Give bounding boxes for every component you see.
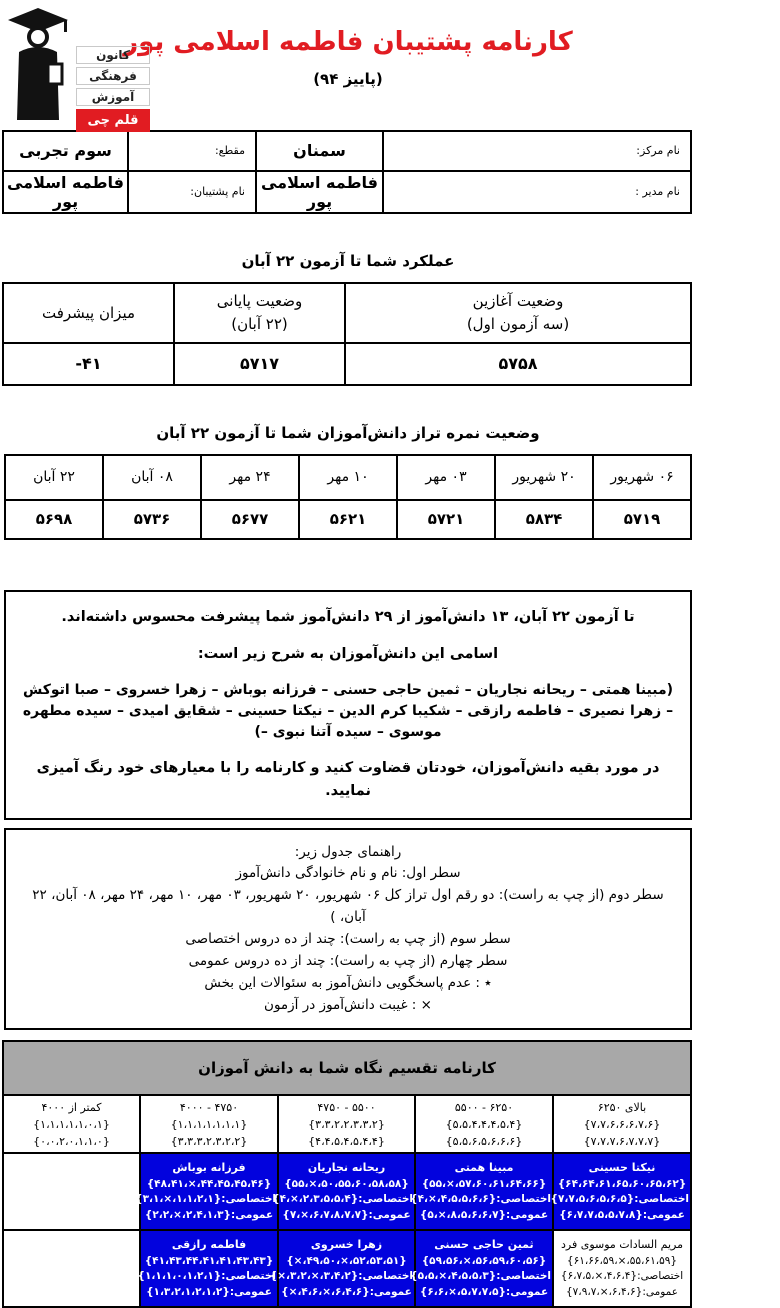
student-cell [272,1153,415,1230]
empty-cell [3,1153,140,1230]
student-specialized: اختصاصی:{۴،×،۴،۵،۵،۶،۶} [410,1193,551,1206]
logo-badge-ghalamchi: قلم چی [76,109,150,132]
taraz-section-title: وضعیت نمره تراز دانش‌آموزان شما تا آزمون ۲۲ آبان [156,423,540,442]
final-status-header: وضعیت پایانی (۲۲ آبان) [174,283,345,343]
logo-word-amoozesh: آموزش [76,88,150,106]
student-name: فاطمه رازقی [171,1238,247,1252]
performance-table [2,282,692,386]
distribution-header-row [3,1095,691,1153]
logo-wordmark [76,6,150,132]
graduate-figure-icon [6,6,70,124]
guide-line: سطر سوم (از چپ به راست): چند از ده دروس اختصاصی [185,930,511,947]
student-name: ریحانه نجاریان [307,1161,386,1175]
progress-value: -۴۱ [75,354,102,374]
student-taraz: {۴۱،۴۳،۴۴،۴۱،۴۱،۴۳،۴۳} [144,1254,274,1267]
logo-word-farhangi: فرهنگی [76,67,150,85]
range-header-4000-4750: ۴۰۰۰ - ۴۷۵۰ {۱،۱،۱،۱،۱،۱،۱} {۳،۳،۳،۲،۳،۲،۲} [140,1095,278,1153]
guide-line: سطر چهارم (از چپ به راست): چند از ده دروس عمومی [188,952,508,969]
kanoon-logo [6,6,156,132]
student-general: عمومی:{۲،۲،×،۲،۴،۱،۳} [144,1208,274,1221]
guide-line: × : غیبت دانش‌آموز در آزمون [264,996,432,1013]
note-summary: تا آزمون ۲۲ آبان، ۱۳ دانش‌آموز از ۲۹ دانش‌آموز شما پیشرفت محسوس داشته‌اند. [61,608,635,625]
taraz-date: ۰۳ مهر [397,455,495,500]
range-header-4750-5500: ۴۷۵۰ - ۵۵۰۰ {۳،۳،۲،۲،۳،۳،۲} {۴،۴،۵،۴،۵،۴،۴} [278,1095,415,1153]
range-header-above-6250: بالای ۶۲۵۰ {۷،۷،۶،۶،۶،۷،۶} {۷،۷،۷،۶،۷،۷،۷} [553,1095,691,1153]
final-status-value: ۵۷۱۷ [174,343,345,385]
student-general: عمومی:{۶،۷،۷،۵،۵،۷،۸} [559,1208,685,1221]
taraz-date: ۲۲ آبان [5,455,103,500]
initial-status-value: ۵۷۵۸ [345,343,691,385]
student-specialized: اختصاصی:{۵،۵،×،۴،۵،۵،۳} [410,1270,551,1283]
grade-label: مقطع: [128,131,256,171]
empty-cell [3,1230,140,1307]
guide-line: سطر دوم (از چپ به راست): دو رقم اول تراز کل ۰۶ شهریور، ۲۰ شهریور، ۰۳ مهر، ۱۰ مهر، ۲۴ مهر، ۰۸ آبان، ۲۲ آبان، ) [32,887,664,926]
student-row-2 [3,1230,691,1307]
progress-note-box [4,590,692,820]
guide-line: راهنمای جدول زیر: [294,843,402,860]
taraz-date: ۰۶ شهریور [593,455,691,500]
center-name-value: سمنان [256,131,383,171]
taraz-value: ۵۷۳۶ [103,500,201,539]
student-cell [410,1230,553,1307]
taraz-date-row [5,455,691,500]
student-general: عمومی:{×،۴،۶،×،۶،۴،۶} [281,1285,412,1298]
table-guide-box [4,828,692,1031]
student-general: عمومی:{۵،×،۸،۵،۶،۶،۷} [419,1208,549,1221]
taraz-date: ۱۰ مهر [299,455,397,500]
student-taraz: {۵۵،×،۵۷،۶۰،۶۱،۶۴،۶۶} [421,1177,547,1190]
student-cell [135,1153,278,1230]
taraz-value: ۵۸۳۴ [495,500,593,539]
student-specialized: اختصاصی:{۱،۱،۱،۰،۱،۲،۱} [137,1270,276,1283]
student-general: عمومی:{۷،۹،۷،×،۶،۴،۶} [565,1285,679,1298]
taraz-value: ۵۶۷۷ [201,500,299,539]
student-specialized: اختصاصی:{۷،۷،۵،۶،۵،۶،۵} [550,1193,689,1206]
grade-value: سوم تجربی [3,131,128,171]
guide-line: سطر اول: نام و نام خانوادگی دانش‌آموز [235,865,461,882]
student-cell [269,1230,415,1307]
performance-header-row [3,283,691,343]
distribution-title-row [3,1041,691,1095]
student-row-1 [3,1153,691,1230]
performance-section-title: عملکرد شما تا آزمون ۲۲ آبان [241,251,455,270]
taraz-value: ۵۶۲۱ [299,500,397,539]
student-specialized: اختصاصی:{۴،×،۲،۳،۵،۵،۴} [272,1193,413,1206]
manager-name-value: فاطمه اسلامی پور [256,171,383,213]
student-name: زهرا خسروی [310,1238,383,1252]
student-taraz: {×،۴۹،۵۰،×،۵۲،۵۳،۵۱} [286,1254,407,1267]
taraz-value: ۵۷۲۱ [397,500,495,539]
mentor-name-label: نام پشتیبان: [128,171,256,213]
page-title: کارنامه پشتیبان فاطمه اسلامی پور [123,27,573,57]
performance-value-row [3,343,691,385]
note-intro: اسامی این دانش‌آموزان به شرح زیر است: [197,645,499,662]
distribution-table [2,1040,692,1308]
note-closing: در مورد بقیه دانش‌آموزان، خودتان قضاوت کنید و کارنامه را با معیارهای خود رنگ آمیزی نمایید. [36,760,660,800]
student-cell [550,1153,691,1230]
student-name: مبینا همتی [454,1161,514,1175]
page-content [4,0,692,1308]
progress-header: میزان پیشرفت [3,283,174,343]
manager-name-label: نام مدیر : [383,171,691,213]
student-name: مریم السادات موسوی فرد [560,1238,684,1252]
student-name: فرزانه بوباش [172,1161,246,1175]
student-general: عمومی:{۱،۳،۲،۱،۲،۱،۲} [146,1285,272,1298]
improved-student-names: (مبینا همتی – ریحانه نجاریان – ثمین حاجی حسنی – فرزانه بوباش – زهرا خسروی – صبا اتوکش – زهرا نصیری – فاطمه رازقی – شکیبا کرم الدین – نیکتا حسینی – شقایق امیدی – سیده مطهره موسوی – سیده آتنا نبوی –) [22,682,674,741]
logo-word-kanoon: کانون [76,46,150,64]
student-specialized: اختصاصی:{۶،۷،۵،×،۴،۶،۴} [560,1270,684,1283]
range-header-below-4000: کمتر از ۴۰۰۰ {۱،۱،۱،۱،۱،۰،۱} {۰،۰،۲،۰،۱،۱،۰} [3,1095,140,1153]
info-row-manager [3,171,691,213]
student-cell [410,1153,553,1230]
taraz-date: ۲۴ مهر [201,455,299,500]
student-general: عمومی:{۷،×،۶،۷،۸،۷،۷} [282,1208,411,1221]
taraz-value: ۵۷۱۹ [593,500,691,539]
initial-status-header: وضعیت آغازین (سه آزمون اول) [345,283,691,343]
distribution-title: کارنامه تقسیم نگاه شما به دانش آموزان [3,1041,691,1095]
page-subtitle: (پاییز ۹۴) [313,69,383,88]
center-name-label: نام مرکز: [383,131,691,171]
mentor-name-value: فاطمه اسلامی پور [3,171,128,213]
taraz-date: ۰۸ آبان [103,455,201,500]
student-specialized: اختصاصی:{×،۳،۲،×،۳،۴،۲} [269,1270,413,1283]
guide-line: ٭ : عدم پاسخگویی دانش‌آموز به سئوالات این بخش [204,974,492,991]
taraz-table [4,454,692,540]
taraz-value: ۵۶۹۸ [5,500,103,539]
student-name: نیکتا حسینی [588,1161,656,1175]
student-general: عمومی:{۶،۶،×،۵،۷،۷،۵} [419,1285,549,1298]
taraz-date: ۲۰ شهریور [495,455,593,500]
info-row-center [3,131,691,171]
student-cell [553,1230,691,1307]
student-taraz: {۵۹،۵۶،×،۵۶،۵۹،۶۰،۵۶} [421,1254,547,1267]
taraz-value-row [5,500,691,539]
student-taraz: {۵۵،×،۵۰،۵۵،۶۰،۵۸،۵۸} [284,1177,409,1190]
student-specialized: اختصاصی:{۳،۱،×،۱،۱،۲،۱} [135,1193,276,1206]
info-table [2,130,692,214]
student-taraz: {۶۴،۶۴،۶۱،۶۵،۶۰،۶۵،۶۲} [557,1177,687,1190]
student-taraz: {۴۸،۴۱،×،۴۴،۴۵،۴۵،۴۶} [146,1177,272,1190]
student-name: ثمین حاجی حسنی [434,1238,534,1252]
student-taraz: {۶۱،۶۶،۵۹،×،۵۵،۶۱،۵۹} [566,1254,678,1267]
range-header-5500-6250: ۵۵۰۰ - ۶۲۵۰ {۵،۵،۴،۴،۴،۵،۴} {۵،۵،۶،۵،۶،۶،۶} [415,1095,553,1153]
student-cell [137,1230,278,1307]
